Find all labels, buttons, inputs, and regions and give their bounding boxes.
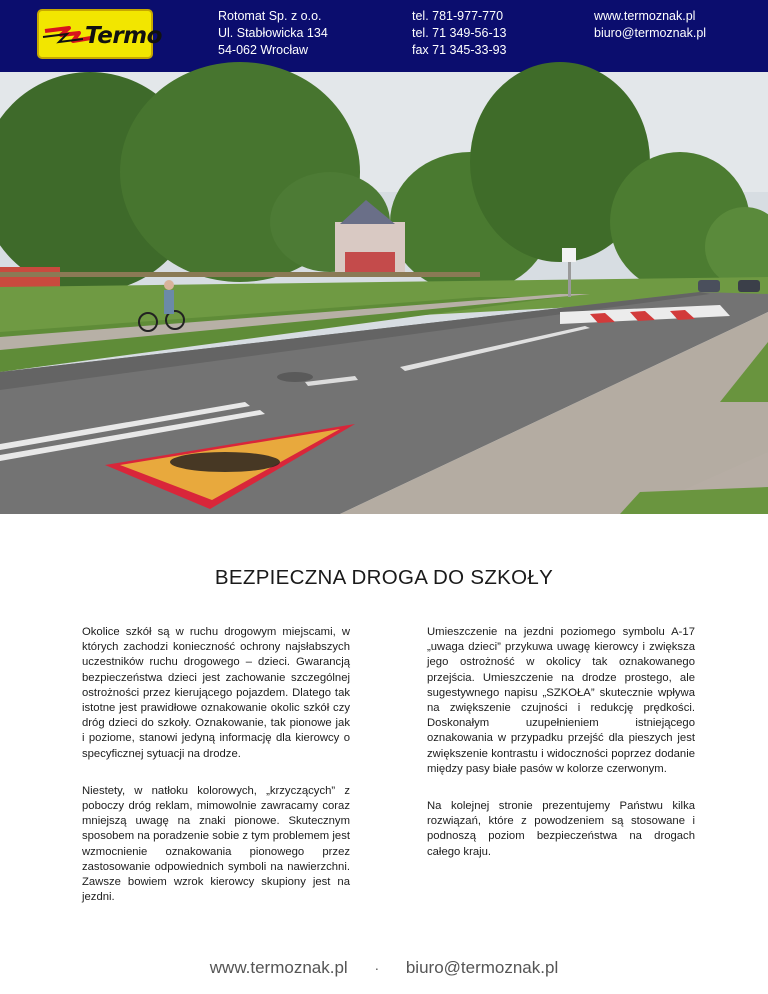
photo-illustration xyxy=(0,72,768,514)
phone-2[interactable]: tel. 71 349-56-13 xyxy=(412,26,507,40)
phone-block xyxy=(412,8,507,59)
web-block xyxy=(594,8,706,42)
paragraph: Niestety, w natłoku kolorowych, „krzyczących” z poboczy dróg reklam, mimowolnie zawracamy coraz mniejszą uwagę na znaki pionowe. Skutecznym sposobem na poradzenie sobie z tym problemem jest wzmocnienie oznakowania pionowego przez zastosowanie odpowiednich symboli na nawierzchni. Zawsze bowiem wzrok kierowcy skupiony jest na jezdni. xyxy=(82,784,350,904)
email-link[interactable]: biuro@termoznak.pl xyxy=(594,26,707,40)
right-column xyxy=(427,625,695,882)
city: 54-062 Wrocław xyxy=(218,43,309,57)
left-column xyxy=(82,625,350,927)
road-crossing-photo xyxy=(0,72,768,514)
footer-website-link[interactable]: www.termoznak.pl xyxy=(209,958,348,977)
logo-text: Termo xyxy=(85,23,162,49)
paragraph: Na kolejnej stronie prezentujemy Państwu kilka rozwiązań, które z powodzeniem są stosowane i podnoszą poziom bezpieczeństwa na drogach całego kraju. xyxy=(427,800,695,858)
paragraph: Umieszczenie na jezdni poziomego symbolu A-17 „uwaga dzieci” przykuwa uwagę kierowcy i zwiększa jego ostrożność w okolicy tak oznakowanego przejścia. Umieszczenie na drodze prostego, ale sugestywnego napisu „SZKOŁA” skutecznie wpływa na zwiększenie czujności i redukcję prędkości. Doskonałym uzupełnieniem istniejącego oznakowania w przypadku przejść dla pieszych jest zwiększenie kontrastu i widoczności poprzez dodanie między pasy białe pasów w kolorze czerwonym. xyxy=(427,626,695,775)
fax: fax 71 345-33-93 xyxy=(412,43,507,57)
street: Ul. Stabłowicka 134 xyxy=(218,26,328,40)
company-name: Rotomat Sp. z o.o. xyxy=(218,9,322,23)
page-title: BEZPIECZNA DROGA DO SZKOŁY xyxy=(214,566,554,589)
phone-1[interactable]: tel. 781-977-770 xyxy=(412,9,504,23)
footer xyxy=(0,958,768,978)
paragraph: Okolice szkół są w ruchu drogowym miejscami, w których zachodzi konieczność ochrony najsłabszych uczestników ruchu drogowego – dzieci. Gwarancją bezpieczeństwa dzieci jest zachowanie szczególnej ostrożności przez kierującego pojazdem. Dlatego tak istotne jest prawidłowe oznakowanie okolic szkół czy dróg dzieci do szkoły. Oznakowanie, tak pionowe jak i poziome, stanowi jedyną informację dla kierowcy o specyficznej sytuacji na drodze. xyxy=(82,626,350,760)
header-band xyxy=(0,0,768,72)
footer-email-link[interactable]: biuro@termoznak.pl xyxy=(405,958,559,977)
footer-separator: · xyxy=(374,960,380,976)
termo-logo[interactable] xyxy=(37,9,162,59)
website-link[interactable]: www.termoznak.pl xyxy=(594,9,696,23)
address-block xyxy=(218,8,328,59)
